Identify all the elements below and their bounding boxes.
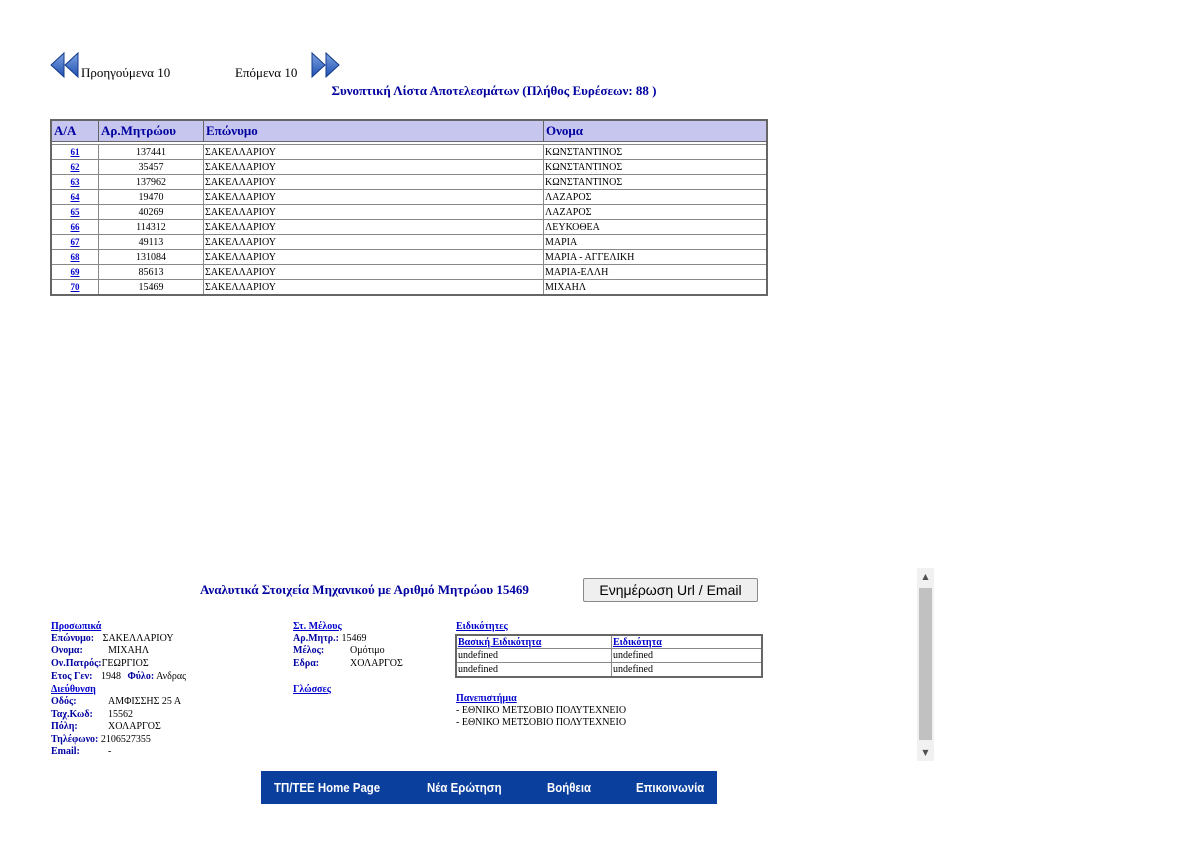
results-table: [50, 119, 768, 296]
label-fylo: Φύλο:: [127, 671, 155, 682]
nav-contact[interactable]: Επικοινωνία: [636, 780, 705, 795]
scroll-thumb[interactable]: [919, 588, 932, 740]
cell-mitroo: 137962: [99, 175, 204, 190]
university-item: - ΕΘΝΙΚΟ ΜΕΤΣΟΒΙΟ ΠΟΛΥΤΕΧΝΕΙΟ: [456, 717, 627, 728]
value-odos: ΑΜΦΙΣΣΗΣ 25 Α: [108, 696, 182, 707]
cell-aa: [51, 235, 99, 250]
row-number-link[interactable]: 63: [70, 176, 80, 187]
previous-10-link[interactable]: Προηγούμενα 10: [81, 65, 171, 80]
double-arrow-right-icon[interactable]: [310, 52, 340, 78]
bottom-navbar: [261, 771, 717, 804]
cell-aa: [51, 145, 99, 160]
cell-mitroo: 131084: [99, 250, 204, 265]
field-etos: [51, 671, 186, 682]
scroll-up-arrow-icon[interactable]: ▲: [922, 572, 929, 581]
field-tk: [51, 709, 133, 720]
row-number-link[interactable]: 66: [70, 221, 80, 232]
row-number-link[interactable]: 64: [70, 191, 80, 202]
field-mitr: [293, 633, 366, 644]
row-number-link[interactable]: 69: [70, 266, 80, 277]
table-row: [456, 663, 762, 678]
table-cell: undefined: [456, 663, 612, 678]
cell-aa: [51, 250, 99, 265]
header-mitroo: Αρ.Μητρώου: [99, 120, 204, 142]
cell-eponymo: ΣΑΚΕΛΛΑΡΙΟΥ: [204, 280, 544, 296]
nav-new-query[interactable]: Νέα Ερώτηση: [427, 780, 502, 795]
table-row: [51, 175, 767, 190]
row-number-link[interactable]: 67: [70, 236, 80, 247]
label-poli: Πόλη:: [51, 721, 78, 732]
row-number-link[interactable]: 62: [70, 161, 80, 172]
cell-aa: [51, 280, 99, 296]
table-row: [51, 220, 767, 235]
cell-mitroo: 40269: [99, 205, 204, 220]
table-row: [51, 250, 767, 265]
section-address[interactable]: Διεύθυνση: [51, 684, 96, 695]
value-poli: ΧΟΛΑΡΓΟΣ: [108, 721, 161, 732]
label-email: Email:: [51, 746, 80, 757]
cell-aa: [51, 190, 99, 205]
cell-mitroo: 35457: [99, 160, 204, 175]
header-onoma: Ονομα: [544, 120, 768, 142]
field-odos: [51, 696, 182, 707]
cell-onoma: ΛΑΖΑΡΟΣ: [544, 190, 768, 205]
label-eponymo: Επώνυμο:: [51, 633, 95, 644]
double-arrow-left-icon[interactable]: [50, 52, 80, 78]
nav-help[interactable]: Βοήθεια: [547, 780, 592, 795]
field-email: [51, 746, 112, 757]
row-number-link[interactable]: 65: [70, 206, 80, 217]
table-row: [51, 265, 767, 280]
cell-aa: [51, 175, 99, 190]
header-eponymo: Επώνυμο: [204, 120, 544, 142]
value-tel: 2106527355: [100, 734, 151, 745]
cell-eponymo: ΣΑΚΕΛΛΑΡΙΟΥ: [204, 175, 544, 190]
university-item: - ΕΘΝΙΚΟ ΜΕΤΣΟΒΙΟ ΠΟΛΥΤΕΧΝΕΙΟ: [456, 705, 627, 716]
cell-onoma: ΜΑΡΙΑ - ΑΓΓΕΛΙΚΗ: [544, 250, 768, 265]
cell-onoma: ΚΩΝΣΤΑΝΤΙΝΟΣ: [544, 160, 768, 175]
row-number-link[interactable]: 68: [70, 251, 80, 262]
value-onoma: ΜΙΧΑΗΛ: [108, 645, 150, 656]
cell-onoma: ΛΑΖΑΡΟΣ: [544, 205, 768, 220]
header-aa: Α/Α: [51, 120, 99, 142]
row-number-link[interactable]: 61: [70, 146, 80, 157]
detail-title: Αναλυτικά Στοιχεία Μηχανικού με Αριθμό Μητρώου 15469: [200, 582, 529, 597]
label-patros: Ον.Πατρός:: [51, 658, 102, 669]
update-url-email-button[interactable]: Ενημέρωση Url / Email: [583, 578, 758, 602]
table-header-row: [51, 120, 767, 142]
table-cell: undefined: [612, 663, 763, 678]
label-odos: Οδός:: [51, 696, 77, 707]
field-onoma: [51, 645, 150, 656]
scroll-down-arrow-icon[interactable]: ▼: [922, 748, 929, 757]
vertical-scrollbar[interactable]: [917, 568, 934, 761]
label-onoma: Ονομα:: [51, 645, 83, 656]
next-10-link[interactable]: Επόμενα 10: [235, 65, 298, 80]
section-universities[interactable]: Πανεπιστήμια: [456, 693, 517, 704]
cell-mitroo: 49113: [99, 235, 204, 250]
value-etos: 1948: [100, 671, 121, 682]
nav-home-page[interactable]: ΤΠ/ΤΕΕ Home Page: [274, 780, 381, 795]
cell-onoma: ΛΕΥΚΟΘΕΑ: [544, 220, 768, 235]
summary-title: Συνοπτική Λίστα Αποτελεσμάτων (Πλήθος Ευρέσεων: 88 ): [331, 83, 657, 98]
label-edra: Εδρα:: [293, 658, 320, 669]
section-membership[interactable]: Στ. Μέλους: [293, 621, 342, 632]
label-melos: Μέλος:: [293, 645, 325, 656]
cell-mitroo: 114312: [99, 220, 204, 235]
cell-eponymo: ΣΑΚΕΛΛΑΡΙΟΥ: [204, 145, 544, 160]
table-row: [51, 160, 767, 175]
table-row: [456, 649, 762, 663]
value-melos: Ομότιμο: [350, 645, 385, 656]
specialties-table: [455, 634, 763, 678]
table-row: [51, 280, 767, 296]
cell-onoma: ΜΑΡΙΑ-ΕΛΛΗ: [544, 265, 768, 280]
cell-mitroo: 85613: [99, 265, 204, 280]
cell-mitroo: 15469: [99, 280, 204, 296]
cell-onoma: ΜΙΧΑΗΛ: [544, 280, 768, 296]
label-tel: Τηλέφωνο:: [51, 734, 99, 745]
cell-mitroo: 19470: [99, 190, 204, 205]
value-edra: ΧΟΛΑΡΓΟΣ: [350, 658, 403, 669]
cell-eponymo: ΣΑΚΕΛΛΑΡΙΟΥ: [204, 160, 544, 175]
cell-eponymo: ΣΑΚΕΛΛΑΡΙΟΥ: [204, 250, 544, 265]
cell-eponymo: ΣΑΚΕΛΛΑΡΙΟΥ: [204, 190, 544, 205]
header-basic-specialty[interactable]: Βασική Ειδικότητα: [458, 636, 542, 648]
cell-onoma: ΜΑΡΙΑ: [544, 235, 768, 250]
value-tk: 15562: [108, 709, 133, 720]
section-personal[interactable]: Προσωπικά: [51, 621, 102, 632]
value-eponymo: ΣΑΚΕΛΛΑΡΙΟΥ: [102, 633, 174, 644]
table-header-row: [456, 635, 762, 649]
cell-aa: [51, 265, 99, 280]
label-mitr: Αρ.Μητρ.:: [293, 633, 339, 644]
field-melos: [293, 645, 385, 656]
cell-eponymo: ΣΑΚΕΛΛΑΡΙΟΥ: [204, 265, 544, 280]
cell-eponymo: ΣΑΚΕΛΛΑΡΙΟΥ: [204, 235, 544, 250]
value-email: -: [108, 746, 112, 757]
value-fylo: Ανδρας: [156, 671, 187, 682]
field-patros: [51, 658, 149, 669]
cell-aa: [51, 205, 99, 220]
table-cell: undefined: [612, 649, 763, 663]
cell-aa: [51, 220, 99, 235]
label-etos: Ετος Γεν:: [51, 671, 93, 682]
row-number-link[interactable]: 70: [70, 281, 80, 292]
header-specialty[interactable]: Ειδικότητα: [613, 636, 662, 648]
section-specialties[interactable]: Ειδικότητες: [456, 621, 508, 632]
cell-eponymo: ΣΑΚΕΛΛΑΡΙΟΥ: [204, 220, 544, 235]
table-row: [51, 190, 767, 205]
field-edra: [293, 658, 403, 669]
cell-aa: [51, 160, 99, 175]
field-eponymo: [51, 633, 174, 644]
section-languages[interactable]: Γλώσσες: [293, 684, 331, 695]
cell-eponymo: ΣΑΚΕΛΛΑΡΙΟΥ: [204, 205, 544, 220]
table-cell: undefined: [456, 649, 612, 663]
cell-onoma: ΚΩΝΣΤΑΝΤΙΝΟΣ: [544, 145, 768, 160]
label-tk: Ταχ.Κωδ:: [51, 709, 93, 720]
table-row: [51, 145, 767, 160]
table-row: [51, 235, 767, 250]
field-tel: [51, 734, 151, 745]
value-mitr: 15469: [341, 633, 367, 644]
cell-mitroo: 137441: [99, 145, 204, 160]
cell-onoma: ΚΩΝΣΤΑΝΤΙΝΟΣ: [544, 175, 768, 190]
value-patros: ΓΕΩΡΓΙΟΣ: [101, 658, 149, 669]
field-poli: [51, 721, 161, 732]
table-row: [51, 205, 767, 220]
